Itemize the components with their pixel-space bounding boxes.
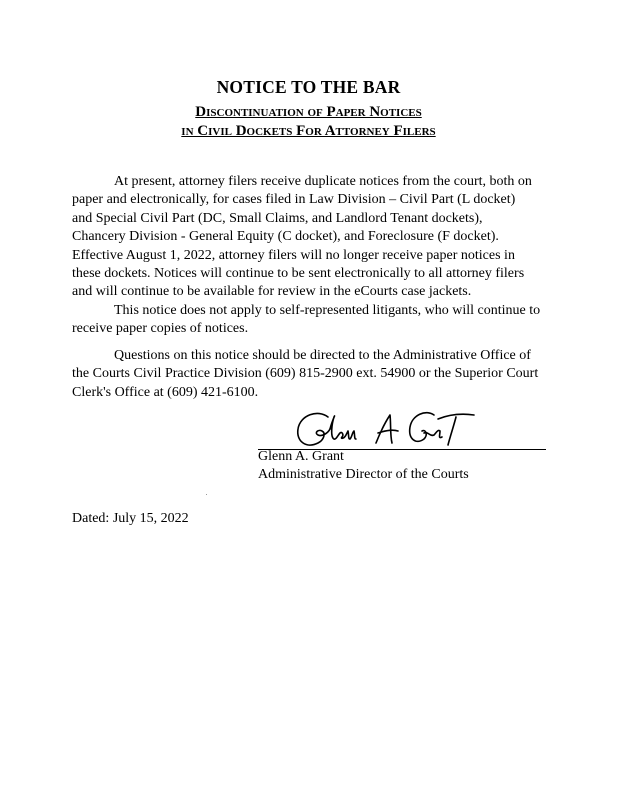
paragraph-line: paper and electronically, for cases filed in Law Division – Civil Part (L docket)	[72, 192, 516, 208]
dated-line: Dated: July 15, 2022	[72, 511, 189, 526]
paragraph-line: This notice does not apply to self-represented litigants, who will continue to	[114, 303, 541, 318]
paragraph-line: At present, attorney filers receive duplicate notices from the court, both on	[114, 174, 532, 189]
paragraph-questions	[72, 347, 554, 402]
signer-name: Glenn A. Grant	[258, 449, 344, 464]
subtitle-line-1: Discontinuation of Paper Notices	[195, 104, 422, 120]
scan-speck	[206, 494, 207, 495]
paragraph-self-represented	[72, 302, 554, 339]
paragraph-line: and Special Civil Part (DC, Small Claims, and Landlord Tenant dockets),	[72, 210, 483, 226]
paragraph-line: Clerk's Office at (609) 421-6100.	[72, 384, 259, 400]
paragraph-line: receive paper copies of notices.	[72, 321, 249, 337]
paragraph-line: Effective August 1, 2022, attorney filers will no longer receive paper notices in	[72, 247, 515, 263]
paragraph-line: the Courts Civil Practice Division (609) 815-2900 ext. 54900 or the Superior Court	[72, 366, 539, 382]
signer-block	[258, 448, 469, 485]
paragraph-discontinuation	[72, 173, 554, 302]
paragraph-line: these dockets. Notices will continue to be sent electronically to all attorney filers	[72, 266, 525, 282]
paragraph-line: Chancery Division - General Equity (C docket), and Foreclosure (F docket).	[72, 229, 499, 245]
page-title: NOTICE TO THE BAR	[216, 77, 401, 97]
signer-title: Administrative Director of the Courts	[258, 467, 469, 483]
paragraph-line: and will continue to be available for review in the eCourts case jackets.	[72, 284, 472, 300]
subtitle-line-2: in Civil Dockets For Attorney Filers	[181, 123, 436, 139]
paragraph-line: Questions on this notice should be directed to the Administrative Office of	[114, 348, 531, 363]
